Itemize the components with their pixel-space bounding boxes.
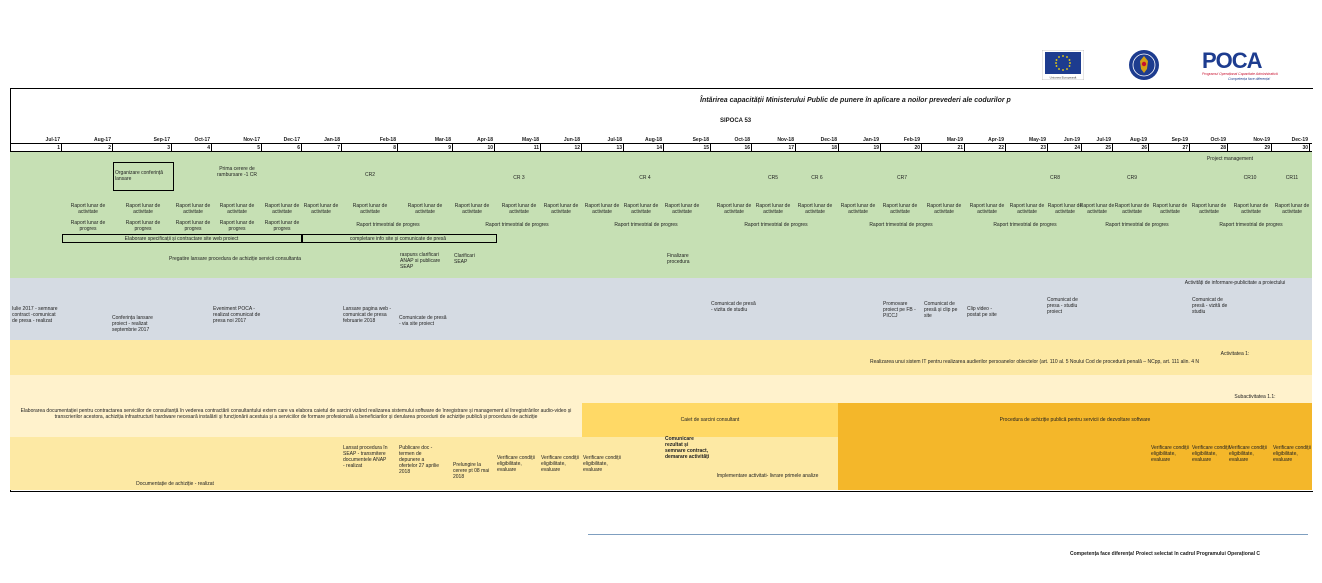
month-number: 1 bbox=[57, 145, 60, 151]
column-divider bbox=[341, 143, 342, 152]
month-number: 2 bbox=[108, 145, 111, 151]
raport-activitate-label: Raport lunar de activitate bbox=[882, 203, 918, 215]
raport-activitate-label: Raport lunar de activitate bbox=[664, 203, 700, 215]
organizare-label: Organizare conferință lansare bbox=[115, 170, 164, 182]
verificare-label: Verificare condiții eligibilitate, evaluare bbox=[1273, 445, 1311, 463]
month-number: 19 bbox=[873, 145, 879, 151]
raport-trimestrial-label: Raport trimestrial de progres bbox=[993, 222, 1057, 228]
month-number: 25 bbox=[1105, 145, 1111, 151]
cr-label: CR 4 bbox=[639, 175, 651, 181]
raport-activitate-label: Raport lunar de activitate bbox=[716, 203, 752, 215]
month-number: 30 bbox=[1302, 145, 1308, 151]
month-number: 29 bbox=[1264, 145, 1270, 151]
raport-activitate-label: Raport lunar de activitate bbox=[352, 203, 388, 215]
raport-activitate-label: Raport lunar de activitate bbox=[175, 203, 211, 215]
month-number: 26 bbox=[1141, 145, 1147, 151]
raport-trimestrial-label: Raport trimestrial de progres bbox=[485, 222, 549, 228]
month-label: Nov-19 bbox=[1253, 137, 1270, 143]
caiet-label: Caiet de sarcini consultant bbox=[680, 417, 740, 423]
informare-title: Activități de informare-publicitate a proiectului bbox=[1184, 280, 1286, 286]
raport-activitate-label: Raport lunar de activitate bbox=[755, 203, 791, 215]
column-divider bbox=[795, 143, 796, 152]
cr-label: CR 6 bbox=[811, 175, 823, 181]
raport-progres-label: Raport lunar de progres bbox=[175, 220, 211, 232]
raport-activitate-label: Raport lunar de activitate bbox=[70, 203, 106, 215]
month-label: Aug-17 bbox=[94, 137, 111, 143]
month-number: 4 bbox=[207, 145, 210, 151]
month-label: Jan-18 bbox=[324, 137, 340, 143]
informare-item: Eveniment POCA -realizat comunicat de presa noi 2017 bbox=[213, 306, 261, 324]
month-label: Apr-18 bbox=[477, 137, 493, 143]
raport-trimestrial-label: Raport trimestrial de progres bbox=[356, 222, 420, 228]
month-label: Jul-17 bbox=[45, 137, 60, 143]
month-label: Sep-19 bbox=[1171, 137, 1188, 143]
footer-divider bbox=[588, 534, 1308, 535]
raport-activitate-label: Raport lunar de activitate bbox=[969, 203, 1005, 215]
raport-activitate-label: Raport lunar de activitate bbox=[1079, 203, 1115, 215]
finalizare-procedura-label: Finalizare procedura bbox=[667, 253, 690, 265]
month-number: 7 bbox=[337, 145, 340, 151]
publicare-doc-label: Publicare doc - termen de depunere a ofertelor 27 aprilie 2018 bbox=[399, 445, 440, 475]
cr-label: CR5 bbox=[767, 175, 778, 181]
raport-activitate-label: Raport lunar de activitate bbox=[1191, 203, 1227, 215]
subactivitate-title: Subactivitatea 1.1: bbox=[1234, 394, 1276, 400]
month-label: Jun-18 bbox=[563, 137, 580, 143]
month-number: 13 bbox=[616, 145, 622, 151]
month-label: Jul-18 bbox=[607, 137, 622, 143]
raport-trimestrial-label: Raport trimestrial de progres bbox=[614, 222, 678, 228]
raport-trimestrial-label: Raport trimestrial de progres bbox=[1219, 222, 1283, 228]
raport-activitate-label: Raport lunar de activitate bbox=[1009, 203, 1045, 215]
project-title: Întărirea capacității Ministerului Public de punere în aplicare a noilor prevederi ale codurilor p bbox=[700, 97, 1011, 104]
raport-activitate-label: Raport lunar de activitate bbox=[125, 203, 161, 215]
month-number: 27 bbox=[1182, 145, 1188, 151]
month-number: 18 bbox=[831, 145, 837, 151]
cr-label: CR8 bbox=[1049, 175, 1060, 181]
verificare-label: Verificare condiții eligibilitate, evaluare bbox=[1192, 445, 1230, 463]
comunicare-label: Comunicare rezultat și semnare contract, demarare activități bbox=[665, 436, 710, 460]
column-divider bbox=[921, 143, 922, 152]
month-label: Nov-17 bbox=[243, 137, 260, 143]
informare-item: Iulie 2017 - semnare contract -comunicat de presa - realizat bbox=[12, 306, 58, 324]
verificare-label: Verificare condiții eligibilitate, evaluare bbox=[1229, 445, 1267, 463]
activitatea1-title: Activitatea 1: bbox=[1220, 351, 1250, 357]
informare-band bbox=[10, 278, 1312, 340]
raport-progres-label: Raport lunar de progres bbox=[264, 220, 300, 232]
government-seal-logo bbox=[1128, 49, 1160, 81]
project-code: SIPOCA 53 bbox=[720, 118, 752, 124]
informare-item: Clip video - postat pe site bbox=[967, 306, 997, 318]
column-divider bbox=[1309, 143, 1310, 152]
raport-activitate-label: Raport lunar de activitate bbox=[1047, 203, 1083, 215]
elaborare-text: Elaborarea documentației pentru contractarea serviciilor de consultanță în vederea contractării consultantului extern care va elabora caietul de sarcini vizând realizarea sistemului software de înregistrare și management al înregistrărilor audio-video și transcrierilor acestora, achiziția infrastructurii hardware necesară instalării și funcționării acestuia și a serviciilor de formare profesională a beneficiarilor și derularea procedurii de achiziție publică și procedura de achiziție bbox=[20, 408, 572, 420]
month-label: May-18 bbox=[522, 137, 539, 143]
month-number: 16 bbox=[744, 145, 750, 151]
cr-label: CR9 bbox=[1126, 175, 1137, 181]
raport-trimestrial-label: Raport trimestrial de progres bbox=[869, 222, 933, 228]
month-label: Oct-17 bbox=[194, 137, 210, 143]
month-number: 20 bbox=[914, 145, 920, 151]
month-number: 9 bbox=[448, 145, 451, 151]
column-divider bbox=[397, 143, 398, 152]
month-label: May-19 bbox=[1029, 137, 1046, 143]
month-label: Jun-19 bbox=[1063, 137, 1080, 143]
column-divider bbox=[211, 143, 212, 152]
informare-item: Comunicat de presă - vizită de studiu bbox=[1192, 297, 1228, 315]
pregatire-lansare-label: Pregatire lansare procedura de achiziție servicii consultanta bbox=[168, 256, 301, 262]
informare-item: Comunicat de presă - vizita de studiu bbox=[711, 301, 756, 313]
month-number: 15 bbox=[703, 145, 709, 151]
eu-caption: Uniunea Europeană bbox=[1049, 75, 1077, 80]
column-divider bbox=[663, 143, 664, 152]
raport-activitate-label: Raport lunar de activitate bbox=[264, 203, 300, 215]
verificare-label: Verificare condiții eligibilitate, evaluare bbox=[541, 455, 579, 473]
cr-label: CR7 bbox=[896, 175, 907, 181]
column-divider bbox=[112, 143, 113, 152]
month-number: 6 bbox=[297, 145, 300, 151]
month-label: Nov-18 bbox=[777, 137, 794, 143]
month-label: Aug-19 bbox=[1130, 137, 1147, 143]
column-divider bbox=[1227, 143, 1228, 152]
prelungire-label: Prelungire la cerere pt 08 mai 2018 bbox=[453, 462, 490, 480]
cr-label: CR10 bbox=[1243, 175, 1257, 181]
month-label: Apr-19 bbox=[988, 137, 1004, 143]
raport-activitate-label: Raport lunar de activitate bbox=[454, 203, 490, 215]
raport-activitate-label: Raport lunar de activitate bbox=[797, 203, 833, 215]
verificare-label: Verificare condiții eligibilitate, evaluare bbox=[497, 455, 535, 473]
informare-item: Conferința lansare proiect - realizat septembrie 2017 bbox=[112, 315, 153, 333]
raport-activitate-label: Raport lunar de activitate bbox=[584, 203, 620, 215]
column-divider bbox=[751, 143, 752, 152]
raport-activitate-label: Raport lunar de activitate bbox=[840, 203, 876, 215]
month-label: Dec-18 bbox=[820, 137, 837, 143]
verificare-label: Verificare condiții eligibilitate, evaluare bbox=[583, 455, 621, 473]
raport-activitate-label: Raport lunar de activitate bbox=[1274, 203, 1310, 215]
month-number: 24 bbox=[1074, 145, 1080, 151]
month-label: Dec-17 bbox=[283, 137, 300, 143]
month-number: 17 bbox=[788, 145, 794, 151]
month-label: Jul-19 bbox=[1096, 137, 1111, 143]
month-number: 21 bbox=[957, 145, 963, 151]
month-label: Oct-19 bbox=[1210, 137, 1226, 143]
raport-activitate-label: Raport lunar de activitate bbox=[1233, 203, 1269, 215]
month-number: 23 bbox=[1040, 145, 1046, 151]
activitatea1-description: Realizarea unui sistem IT pentru realizarea audierilor persoanelor obiectelor (art. 110 al. 5 Noului Cod de procedură penală – NCpp, art. 111 alin. 4 N bbox=[870, 359, 1199, 365]
prima-cerere-label: Prima cerere de rambursare -1 CR bbox=[216, 166, 257, 178]
month-label: Feb-19 bbox=[903, 137, 920, 143]
column-divider bbox=[61, 143, 62, 152]
month-number: 8 bbox=[393, 145, 396, 151]
procedura-achizitie-label: Procedura de achiziție publică pentru servicii de dezvoltare software bbox=[999, 417, 1151, 423]
raport-activitate-label: Raport lunar de activitate bbox=[1152, 203, 1188, 215]
cr-label: CR 3 bbox=[513, 175, 525, 181]
raport-activitate-label: Raport lunar de activitate bbox=[219, 203, 255, 215]
raport-activitate-label: Raport lunar de activitate bbox=[1114, 203, 1150, 215]
month-label: Dec-19 bbox=[1291, 137, 1308, 143]
month-label: Feb-18 bbox=[379, 137, 396, 143]
month-label: Aug-18 bbox=[645, 137, 662, 143]
lansat-procedura-label: Lansat procedura în SEAP - transmitere documentele ANAP - realizat bbox=[343, 445, 388, 469]
month-number: 5 bbox=[257, 145, 260, 151]
month-label: Jan-19 bbox=[863, 137, 879, 143]
month-label: Mar-19 bbox=[946, 137, 963, 143]
month-label: Mar-18 bbox=[434, 137, 451, 143]
raport-activitate-label: Raport lunar de activitate bbox=[303, 203, 339, 215]
raport-trimestrial-label: Raport trimestrial de progres bbox=[744, 222, 808, 228]
column-divider bbox=[494, 143, 495, 152]
informare-item: Comunicat de presa - studiu proiect bbox=[1047, 297, 1078, 315]
raport-trimestrial-label: Raport trimestrial de progres bbox=[1105, 222, 1169, 228]
month-label: Oct-18 bbox=[734, 137, 750, 143]
raport-progres-label: Raport lunar de progres bbox=[219, 220, 255, 232]
informare-item: Comunicate de presă - via site proiect bbox=[399, 315, 447, 327]
subactivitate-band bbox=[10, 375, 1312, 403]
month-number: 14 bbox=[656, 145, 662, 151]
project-management-label: Project management bbox=[1206, 156, 1254, 162]
eu-flag-logo bbox=[1042, 50, 1084, 80]
activitatea1-band bbox=[10, 340, 1312, 375]
month-number: 12 bbox=[574, 145, 580, 151]
month-number: 3 bbox=[167, 145, 170, 151]
verificare-label: Verificare condiții eligibilitate, evaluare bbox=[1151, 445, 1189, 463]
poca-logo: POCA Programul Operațional Capacitate Administrativă Competența face diferența! bbox=[1202, 48, 1278, 81]
informare-item: Promovare proiect pe FB - PICCJ bbox=[883, 301, 916, 319]
implementare-label: Implementare activitati- livrare primele analize bbox=[716, 473, 819, 479]
raport-progres-label: Raport lunar de progres bbox=[70, 220, 106, 232]
clarificari-seap-label: Clarificari SEAP bbox=[454, 253, 475, 265]
raport-activitate-label: Raport lunar de activitate bbox=[501, 203, 537, 215]
divider bbox=[10, 143, 1312, 144]
footer-text: Competența face diferența! Proiect selectat în cadrul Programului Operațional C bbox=[1070, 551, 1261, 557]
informare-item: Lansare pagina web - comunicat de presa februarie 2018 bbox=[343, 306, 392, 324]
cr-label: CR2 bbox=[364, 172, 375, 178]
documentatie-label: Documentație de achiziție - realizat bbox=[136, 481, 214, 487]
informare-item: Comunicat de presă și clip pe site bbox=[924, 301, 958, 319]
raspuns-clarificari-label: raspuns clarificari ANAP si publicare SEAP bbox=[400, 252, 441, 270]
month-label: Sep-18 bbox=[692, 137, 709, 143]
cr-label: CR11 bbox=[1285, 175, 1299, 181]
month-number: 22 bbox=[998, 145, 1004, 151]
raport-progres-label: Raport lunar de progres bbox=[125, 220, 161, 232]
raport-activitate-label: Raport lunar de activitate bbox=[926, 203, 962, 215]
raport-activitate-label: Raport lunar de activitate bbox=[623, 203, 659, 215]
month-label: Sep-17 bbox=[153, 137, 170, 143]
raport-activitate-label: Raport lunar de activitate bbox=[407, 203, 443, 215]
month-number: 10 bbox=[487, 145, 493, 151]
elaborare-specificatii-label: Elaborare specificații și contractare site web proiect bbox=[124, 236, 239, 242]
completare-info-label: completare info site și comunicate de presă bbox=[349, 236, 447, 242]
raport-activitate-label: Raport lunar de activitate bbox=[543, 203, 579, 215]
month-number: 11 bbox=[533, 145, 539, 151]
month-number: 28 bbox=[1220, 145, 1226, 151]
